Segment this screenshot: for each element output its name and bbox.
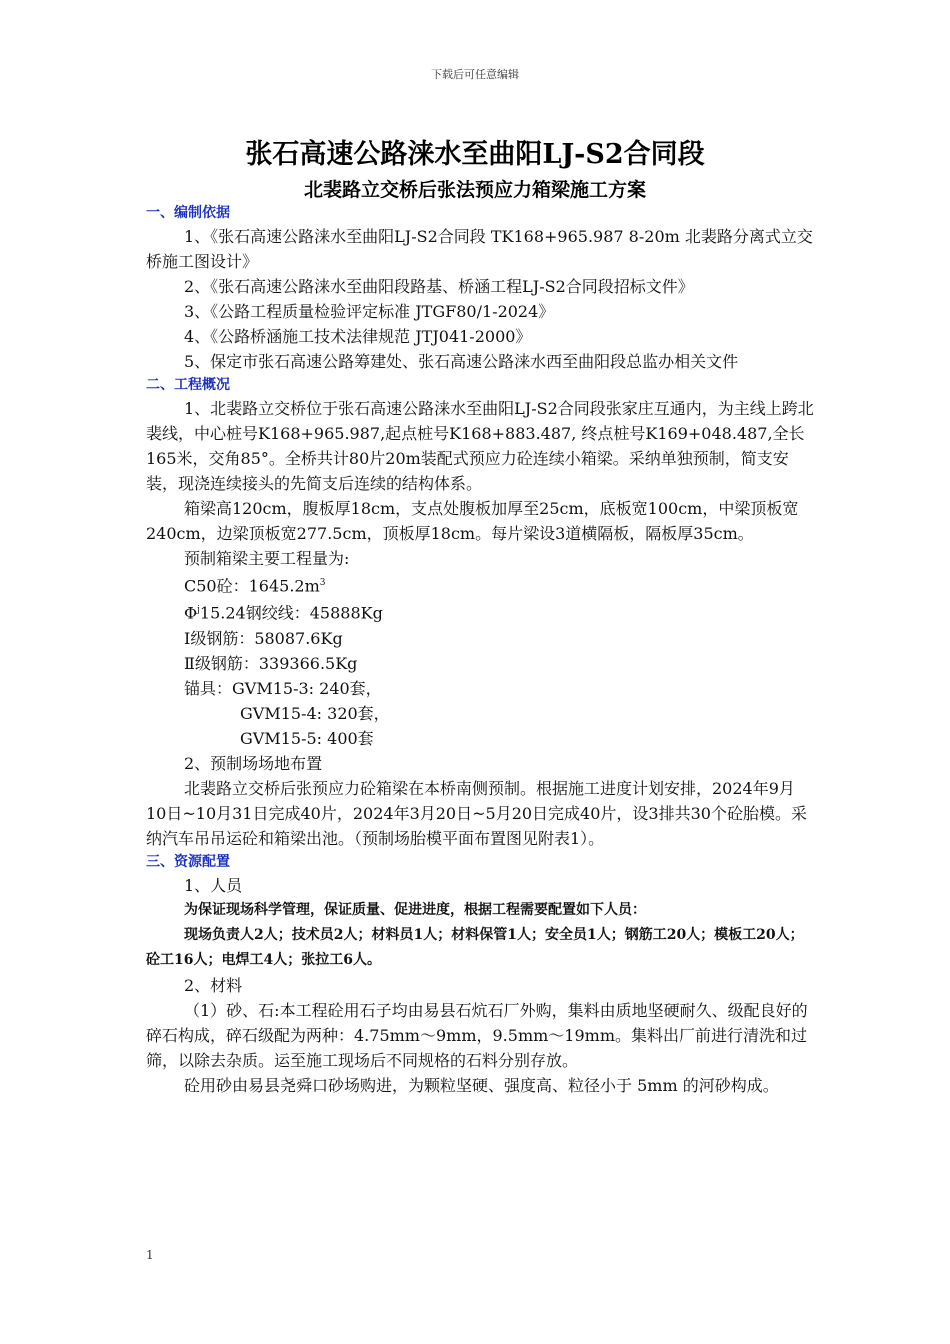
basis-item: 4、《公路桥涵施工技术法律规范 JTJ041-2000》 bbox=[184, 327, 532, 346]
document-subtitle: 北裴路立交桥后张法预应力箱梁施工方案 bbox=[303, 179, 646, 201]
phi-symbol: Φ bbox=[184, 603, 198, 623]
document-title: 张石高速公路涞水至曲阳LJ-S2合同段 bbox=[245, 139, 705, 170]
quantity-steel-2: Ⅱ级钢筋：339366.5Kg bbox=[184, 653, 358, 673]
section-heading-basis: 一、编制依据 bbox=[146, 205, 230, 221]
subheading-site-layout: 2、预制场场地布置 bbox=[184, 753, 323, 773]
quantity-concrete-text: C50砼：1645.2m bbox=[184, 576, 320, 596]
section-heading-resources: 三、资源配置 bbox=[146, 853, 230, 870]
overview-paragraph: 箱梁高120cm，腹板厚18cm，支点处腹板加厚至25cm，底板宽100cm，中梁顶板宽240cm，边梁顶板宽277.5cm，顶板厚18cm。每片梁设3道横隔板，隔板厚35cm。 bbox=[146, 499, 799, 543]
basis-item: 3、《公路工程质量检验评定标准 JTGF80/1-2024》 bbox=[184, 302, 555, 321]
basis-item: 5、保定市张石高速公路筹建处、张石高速公路涞水西至曲阳段总监办相关文件 bbox=[184, 352, 739, 371]
quantity-anchor: GVM15-4: 320套， bbox=[240, 703, 390, 723]
overview-paragraph: 1、北裴路立交桥位于张石高速公路涞水至曲阳LJ-S2合同段张家庄互通内，为主线上跨北裴线，中心桩号K168+965.987,起点桩号K168+883.487, 终点桩号K169+048.487,全长165米，交角85°。全桥共计80片20m装配式预应力砼连续小箱梁。采纳单独预制，简支安装，现浇连续接头的先简支后连续的结构体系。 bbox=[146, 399, 814, 493]
page-number: 1 bbox=[146, 1248, 154, 1262]
document-body bbox=[146, 202, 814, 1098]
basis-item: 1、《张石高速公路涞水至曲阳LJ-S2合同段 TK168+965.987 8-20m 北裴路分离式立交桥施工图设计》 bbox=[146, 227, 813, 271]
subheading-materials: 2、材料 bbox=[184, 975, 243, 995]
subheading-personnel: 1、人员 bbox=[184, 875, 243, 895]
page-header: 下载后可任意编辑 bbox=[431, 68, 519, 81]
quantity-strand-text: 15.24钢绞线：45888Kg bbox=[199, 603, 383, 623]
quantity-anchor: GVM15-5: 400套 bbox=[240, 728, 374, 748]
materials-paragraph: （1）砂、石:本工程砼用石子均由易县石炕石厂外购，集料由质地坚硬耐久、级配良好的碎石构成，碎石级配为两种：4.75mm～9mm，9.5mm～19mm。集料出厂前进行清洗和过筛，以除去杂质。运至施工现场后不同规格的石料分别存放。 bbox=[146, 1000, 808, 1070]
quantity-concrete bbox=[146, 571, 814, 598]
materials-paragraph: 砼用砂由易县尧舜口砂场购进，为颗粒坚硬、强度高、粒径小于 5mm 的河砂构成。 bbox=[184, 1075, 779, 1095]
strand-superscript: j bbox=[197, 605, 200, 616]
cubic-superscript: 3 bbox=[319, 578, 326, 588]
quantity-intro: 预制箱梁主要工程量为: bbox=[184, 549, 350, 568]
quantity-steel-1: Ⅰ级钢筋：58087.6Kg bbox=[184, 628, 343, 648]
quantity-strand bbox=[146, 598, 814, 625]
staff-list: 现场负责人2人；技术员2人；材料员1人；材料保管1人；安全员1人；钢筋工20人；模板工20人；砼工16人；电焊工4人；张拉工6人。 bbox=[146, 926, 804, 968]
quantity-anchor: 锚具：GVM15-3: 240套， bbox=[184, 678, 382, 698]
staff-intro: 为保证现场科学管理，保证质量、促进进度，根据工程需要配置如下人员： bbox=[184, 901, 646, 918]
overview-paragraph: 北裴路立交桥后张预应力砼箱梁在本桥南侧预制。根据施工进度计划安排，2024年9月10日~10月31日完成40片，2024年3月20日~5月20日完成40片，设3排共30个砼胎模。采纳汽车吊吊运砼和箱梁出池。（预制场胎模平面布置图见附表1）。 bbox=[146, 778, 807, 848]
section-heading-overview: 二、工程概况 bbox=[146, 377, 230, 393]
basis-item: 2、《张石高速公路涞水至曲阳段路基、桥涵工程LJ-S2合同段招标文件》 bbox=[184, 277, 694, 296]
